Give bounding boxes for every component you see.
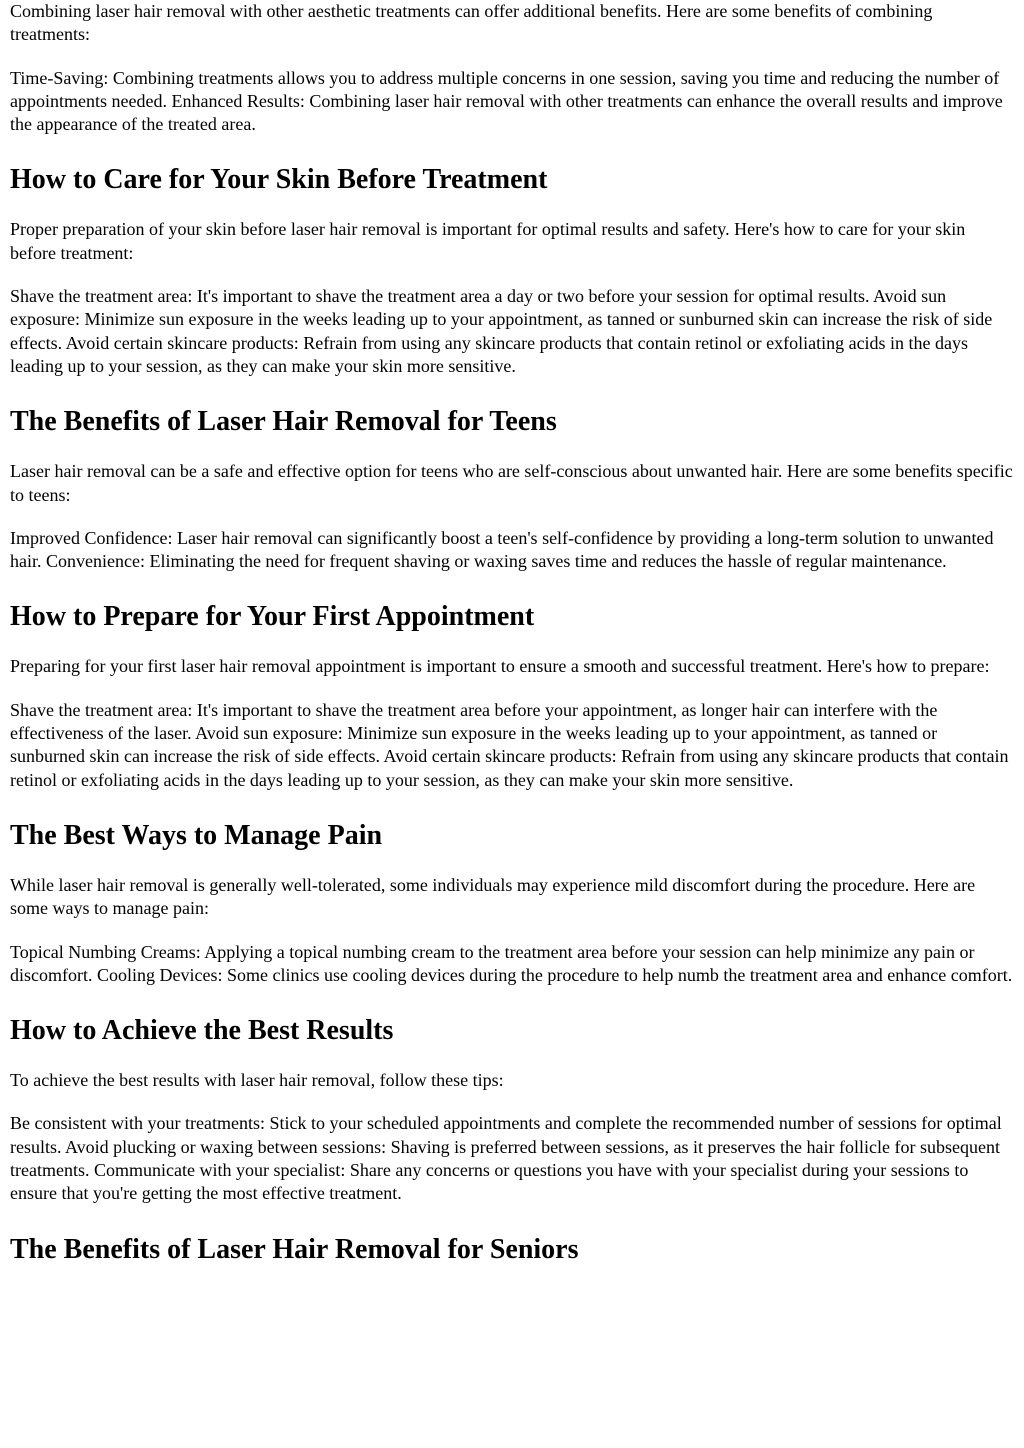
section-heading: The Benefits of Laser Hair Removal for Seniors xyxy=(10,1233,579,1265)
section-prepare-first-appointment xyxy=(10,601,1014,791)
intro-details-paragraph: Time-Saving: Combining treatments allows you to address multiple concerns in one session, saving you time and reducing the number of appointments needed. Enhanced Results: Combining laser hair removal with other treatments can enhance the overall results and improve the appearance of the treated area. xyxy=(10,67,1003,135)
section-intro-paragraph: Proper preparation of your skin before laser hair removal is important for optimal results and safety. Here's how to care for your skin before treatment: xyxy=(10,219,966,263)
section-heading: How to Prepare for Your First Appointment xyxy=(10,601,535,633)
intro-paragraph: Combining laser hair removal with other aesthetic treatments can offer additional benefits. Here are some benefits of combining treatments: xyxy=(10,1,933,45)
section-intro-paragraph: While laser hair removal is generally well-tolerated, some individuals may experience mild discomfort during the procedure. Here are some ways to manage pain: xyxy=(10,874,976,919)
section-details-paragraph: Be consistent with your treatments: Stick to your scheduled appointments and complete the recommended number of sessions for optimal results. Avoid plucking or waxing between sessions: Shaving is preferred between sessions, as it preserves the hair follicle for subsequent treatments. Communicate with your specialist: Share any concerns or questions you have with your specialist during your sessions to ensure that you're getting the most effective treatment. xyxy=(10,1113,1002,1204)
section-heading: The Benefits of Laser Hair Removal for Teens xyxy=(10,406,557,438)
section-benefits-for-seniors xyxy=(10,1234,1014,1266)
section-details-paragraph: Shave the treatment area: It's important to shave the treatment area a day or two before your session for optimal results. Avoid sun exposure: Minimize sun exposure in the weeks leading up to your appointment, as tanned or sunburned skin can increase the risk of side effects. Avoid certain skincare products: Refrain from using any skincare products that contain retinol or exfoliating acids in the days leading up to your session, as they can make your skin more sensitive. xyxy=(10,286,993,376)
section-details-paragraph: Improved Confidence: Laser hair removal can significantly boost a teen's self-confidence by providing a long-term solution to unwanted hair. Convenience: Eliminating the need for frequent shaving or waxing saves time and reduces the hassle of regular maintenance. xyxy=(10,527,994,572)
section-intro-paragraph: To achieve the best results with laser hair removal, follow these tips: xyxy=(10,1070,504,1091)
section-intro-paragraph: Preparing for your first laser hair removal appointment is important to ensure a smooth and successful treatment. Here's how to prepare: xyxy=(10,656,990,677)
section-details-paragraph: Topical Numbing Creams: Applying a topical numbing cream to the treatment area before your session can help minimize any pain or discomfort. Cooling Devices: Some clinics use cooling devices during the procedure to help numb the treatment area and enhance comfort. xyxy=(10,941,1013,985)
section-best-results xyxy=(10,1015,1014,1205)
section-benefits-for-teens xyxy=(10,406,1014,573)
section-heading: The Best Ways to Manage Pain xyxy=(10,819,383,851)
intro-section xyxy=(10,0,1014,136)
section-skin-care-before-treatment xyxy=(10,164,1014,378)
section-heading: How to Care for Your Skin Before Treatment xyxy=(10,164,548,196)
section-manage-pain xyxy=(10,820,1014,987)
section-intro-paragraph: Laser hair removal can be a safe and effective option for teens who are self-conscious about unwanted hair. Here are some benefits specific to teens: xyxy=(10,461,1013,505)
section-details-paragraph: Shave the treatment area: It's important to shave the treatment area before your appointment, as longer hair can interfere with the effectiveness of the laser. Avoid sun exposure: Minimize sun exposure in the weeks leading up to your appointment, as tanned or sunburned skin can increase the risk of side effects. Avoid certain skincare products: Refrain from using any skincare products that contain retinol or exfoliating acids in the days leading up to your session, as they can make your skin more sensitive. xyxy=(10,699,1009,790)
section-heading: How to Achieve the Best Results xyxy=(10,1015,394,1047)
